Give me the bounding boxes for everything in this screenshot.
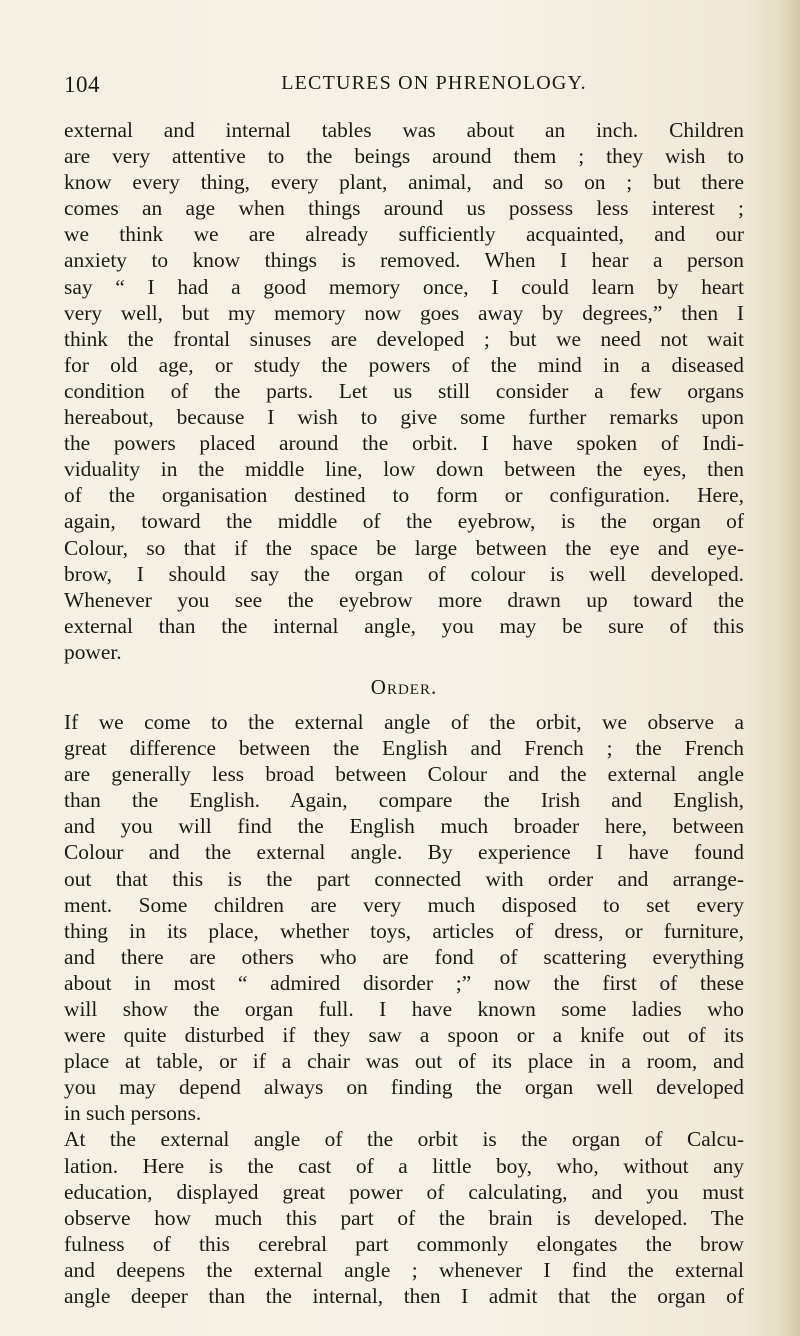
- text-line: If we come to the external angle of the orbit, we observe a: [64, 709, 744, 734]
- text-line: place at table, or if a chair was out of its place in a room, and: [64, 1049, 744, 1074]
- paragraph-calculation: [64, 1126, 744, 1309]
- text-line: about in most “ admired disorder ;” now the first of these: [64, 970, 744, 995]
- text-line: angle deeper than the internal, then I admit that the organ of: [64, 1284, 744, 1309]
- text-line: ment. Some children are very much disposed to set every: [64, 892, 744, 917]
- section-heading: Order.: [370, 674, 438, 699]
- text-line: observe how much this part of the brain is developed. The: [64, 1205, 744, 1230]
- text-line: viduality in the middle line, low down between the eyes, then: [64, 457, 744, 482]
- text-line: we think we are already sufficiently acquainted, and our: [64, 222, 744, 247]
- text-line: in such persons.: [64, 1101, 202, 1126]
- text-line: and deepens the external angle ; whenever I find the external: [64, 1257, 744, 1282]
- text-line: Colour, so that if the space be large between the eye and eye-: [64, 535, 744, 560]
- text-line: education, displayed great power of calculating, and you must: [64, 1179, 744, 1204]
- text-line: than the English. Again, compare the Irish and English,: [64, 788, 744, 813]
- text-line: were quite disturbed if they saw a spoon or a knife out of its: [64, 1023, 744, 1048]
- paragraph-continuation: [64, 117, 744, 665]
- page-number: 104: [64, 72, 100, 97]
- text-line: and you will find the English much broader here, between: [64, 814, 744, 839]
- text-line: comes an age when things around us possess less interest ;: [64, 196, 744, 221]
- text-line: external and internal tables was about an inch. Children: [64, 118, 744, 142]
- text-line: brow, I should say the organ of colour is well developed.: [64, 561, 744, 586]
- text-line: are very attentive to the beings around them ; they wish to: [64, 144, 744, 169]
- text-line: and there are others who are fond of scattering everything: [64, 944, 744, 969]
- text-line: anxiety to know things is removed. When I hear a person: [64, 248, 744, 273]
- running-head: LECTURES ON PHRENOLOGY.: [281, 72, 587, 94]
- text-line: again, toward the middle of the eyebrow, is the organ of: [64, 509, 744, 534]
- text-line: out that this is the part connected with order and arrange-: [64, 866, 744, 891]
- text-line: of the organisation destined to form or configuration. Here,: [64, 483, 744, 508]
- text-line: Colour and the external angle. By experience I have found: [64, 840, 744, 865]
- text-line: fulness of this cerebral part commonly elongates the brow: [64, 1231, 744, 1256]
- text-line: great difference between the English and French ; the French: [64, 736, 744, 761]
- text-line: very well, but my memory now goes away by degrees,” then I: [64, 300, 744, 325]
- text-line: lation. Here is the cast of a little boy, who, without any: [64, 1153, 744, 1178]
- text-line: power.: [64, 639, 122, 664]
- text-line: are generally less broad between Colour and the external angle: [64, 762, 744, 787]
- body-text: [64, 117, 744, 1309]
- text-line: say “ I had a good memory once, I could learn by heart: [64, 274, 744, 299]
- text-line: Whenever you see the eyebrow more drawn up toward the: [64, 587, 744, 612]
- page-header: [64, 72, 760, 106]
- text-line: thing in its place, whether toys, articles of dress, or furniture,: [64, 918, 744, 943]
- text-line: think the frontal sinuses are developed ; but we need not wait: [64, 326, 744, 351]
- text-line: will show the organ full. I have known some ladies who: [64, 997, 744, 1021]
- text-line: condition of the parts. Let us still consider a few organs: [64, 378, 744, 403]
- text-line: for old age, or study the powers of the mind in a diseased: [64, 352, 744, 377]
- text-line: the powers placed around the orbit. I have spoken of Indi-: [64, 431, 744, 456]
- text-line: you may depend always on finding the organ well developed: [64, 1075, 744, 1100]
- text-line: hereabout, because I wish to give some further remarks upon: [64, 405, 744, 430]
- text-line: know every thing, every plant, animal, and so on ; but there: [64, 170, 744, 195]
- page-edge-shadow: [778, 0, 800, 1336]
- text-line: At the external angle of the orbit is the organ of Calcu-: [64, 1127, 744, 1152]
- paragraph-order: [64, 709, 744, 1127]
- text-line: external than the internal angle, you may be sure of this: [64, 613, 744, 638]
